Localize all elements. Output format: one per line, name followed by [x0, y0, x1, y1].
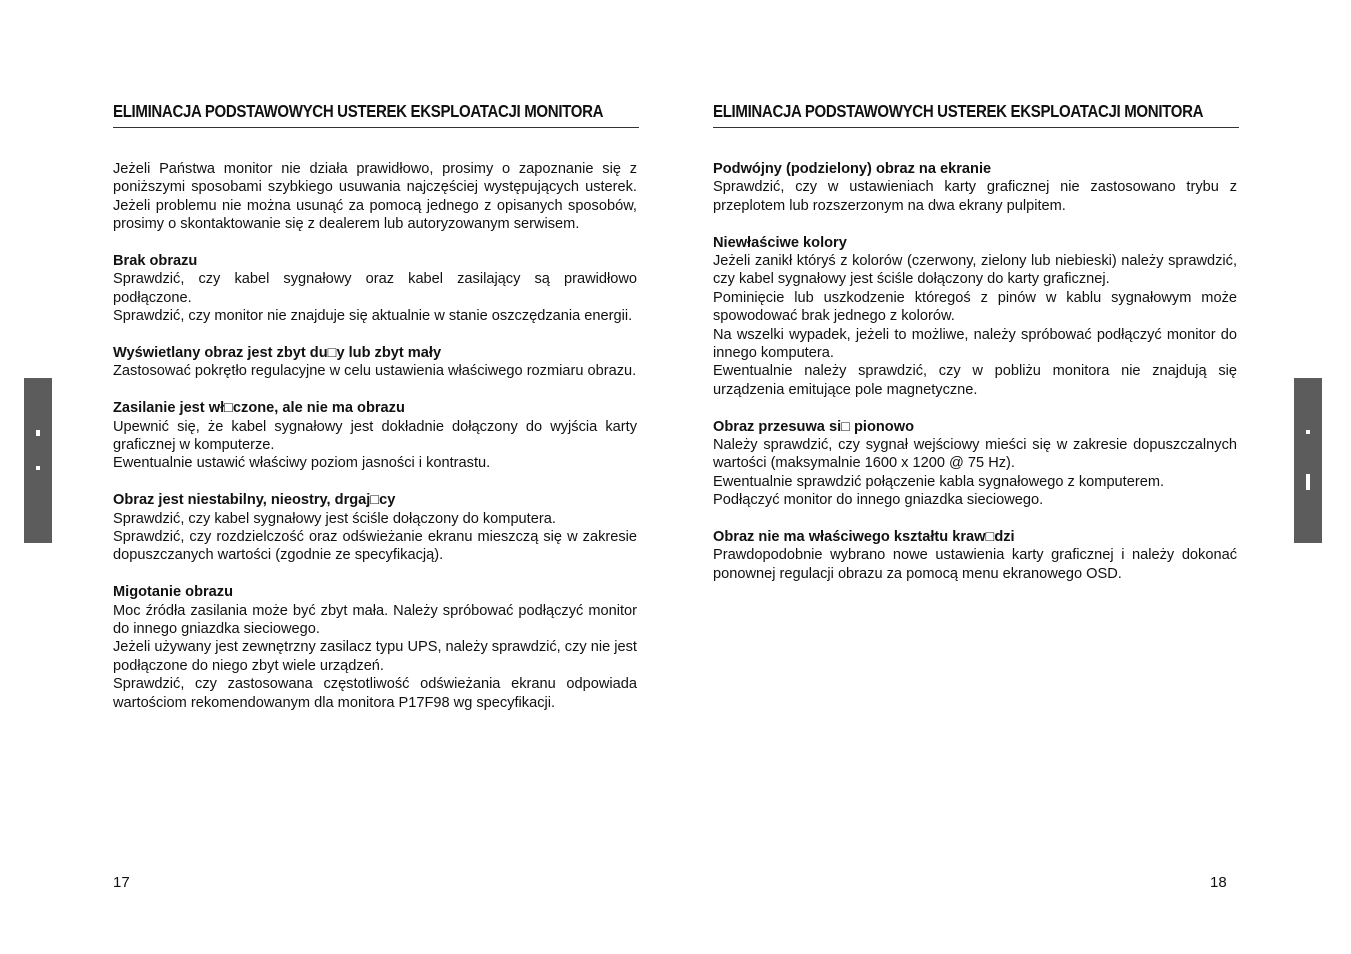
intro-paragraph: Jeżeli Państwa monitor nie działa prawidłowo, prosimy o zapoznanie się z poniższymi sposobami szybkiego usuwania najczęściej występujących usterek. Jeżeli problemu nie można usunąć za pomocą jednego z opisanych sposobów, prosimy o skontaktowanie się z dealerem lub autoryzowanym serwisem.	[113, 161, 637, 233]
page-heading: ELIMINACJA PODSTAWOWYCH USTEREK EKSPLOATACJI MONITORA	[113, 101, 604, 121]
section-paragraph: Upewnić się, że kabel sygnałowy jest dokładnie dołączony do wyjścia karty graficznej w komputerze.	[113, 418, 637, 454]
section-paragraph: Ewentualnie sprawdzić połączenie kabla sygnałowego z komputerem.	[713, 473, 1165, 490]
section-paragraph: Prawdopodobnie wybrano nowe ustawienia karty graficznej i należy dokonać ponownej regulacji obrazu za pomocą menu ekranowego OSD.	[713, 547, 1237, 582]
section-paragraph: Sprawdzić, czy monitor nie znajduje się aktualnie w stanie oszczędzania energii.	[113, 308, 633, 325]
section-paragraph: Na wszelki wypadek, jeżeli to możliwe, należy spróbować podłączyć monitor do innego komputera.	[713, 326, 1237, 362]
section-image-size	[113, 344, 637, 381]
section-title: Obraz nie ma właściwego kształtu kraw□dzi	[713, 529, 1015, 546]
section-paragraph: Sprawdzić, czy kabel sygnałowy jest ściśle dołączony do komputera.	[113, 510, 556, 527]
section-paragraph: Zastosować pokrętło regulacyjne w celu ustawienia właściwego rozmiaru obrazu.	[113, 363, 637, 380]
section-edge-shape	[713, 528, 1237, 583]
section-title: Obraz przesuwa si□ pionowo	[713, 418, 914, 435]
section-title: Obraz jest niestabilny, nieostry, drgaj□cy	[113, 492, 396, 509]
right-language-tab	[1294, 378, 1322, 543]
section-paragraph: Pominięcie lub uszkodzenie któregoś z pinów w kablu sygnałowym może spowodować brak jednego z kolorów.	[713, 289, 1237, 325]
section-paragraph: Ewentualnie należy sprawdzić, czy w pobliżu monitora nie znajdują się urządzenia emitujące pole magnetyczne.	[713, 363, 1237, 398]
section-title: Brak obrazu	[113, 253, 198, 270]
section-paragraph: Sprawdzić, czy w ustawieniach karty graficznej nie zastosowano trybu z przeplotem lub rozszerzonym na dwa ekrany pulpitem.	[713, 179, 1237, 214]
page-number-left: 17	[113, 874, 130, 891]
section-paragraph: Jeżeli używany jest zewnętrzny zasilacz typu UPS, należy sprawdzić, czy nie jest podłączone do niego zbyt wiele urządzeń.	[113, 639, 637, 674]
section-paragraph: Sprawdzić, czy zastosowana częstotliwość odświeżania ekranu odpowiada wartościom rekomendowanym dla monitora P17F98 wg specyfikacji.	[113, 676, 637, 711]
tab-glyph-mark	[1306, 474, 1310, 490]
section-wrong-colors	[713, 234, 1237, 400]
section-power-no-image	[113, 399, 637, 473]
section-paragraph: Podłączyć monitor do innego gniazdka sieciowego.	[713, 492, 1044, 509]
section-flicker	[113, 583, 637, 712]
section-title: Podwójny (podzielony) obraz na ekranie	[713, 161, 992, 177]
section-paragraph: Sprawdzić, czy rozdzielczość oraz odświeżanie ekranu mieszczą się w zakresie dopuszczanych wartości (zgodnie ze specyfikacją).	[113, 529, 637, 564]
tab-glyph-mark	[36, 466, 40, 470]
section-title: Zasilanie jest wł□czone, ale nie ma obrazu	[113, 400, 405, 417]
page-heading: ELIMINACJA PODSTAWOWYCH USTEREK EKSPLOATACJI MONITORA	[713, 101, 1204, 121]
section-paragraph: Moc źródła zasilania może być zbyt mała. Należy spróbować podłączyć monitor do innego gniazdka sieciowego.	[113, 602, 637, 638]
tab-glyph-mark	[36, 430, 40, 436]
left-language-tab	[24, 378, 52, 543]
section-unstable-image	[113, 491, 637, 565]
intro-section	[113, 160, 637, 234]
page-number-right: 18	[1210, 874, 1227, 891]
section-vertical-shift	[713, 418, 1237, 510]
page-body	[113, 160, 637, 731]
page-body	[713, 160, 1237, 602]
heading-rule	[113, 127, 639, 128]
section-paragraph: Jeżeli zanikł któryś z kolorów (czerwony, zielony lub niebieski) należy sprawdzić, czy kabel sygnałowy jest ściśle dołączony do karty graficznej.	[713, 253, 1237, 288]
section-split-image	[713, 160, 1237, 215]
section-title: Migotanie obrazu	[113, 584, 233, 601]
section-title: Wyświetlany obraz jest zbyt du□y lub zbyt mały	[113, 345, 442, 362]
tab-glyph-mark	[1306, 430, 1310, 434]
section-no-image	[113, 252, 637, 326]
section-paragraph: Sprawdzić, czy kabel sygnałowy oraz kabel zasilający są prawidłowo podłączone.	[113, 271, 637, 306]
section-paragraph: Ewentualnie ustawić właściwy poziom jasności i kontrastu.	[113, 455, 491, 472]
heading-rule	[713, 127, 1239, 128]
section-paragraph: Należy sprawdzić, czy sygnał wejściowy mieści się w zakresie dopuszczalnych wartości (maksymalnie 1600 x 1200 @ 75 Hz).	[713, 437, 1237, 472]
section-title: Niewłaściwe kolory	[713, 234, 847, 251]
